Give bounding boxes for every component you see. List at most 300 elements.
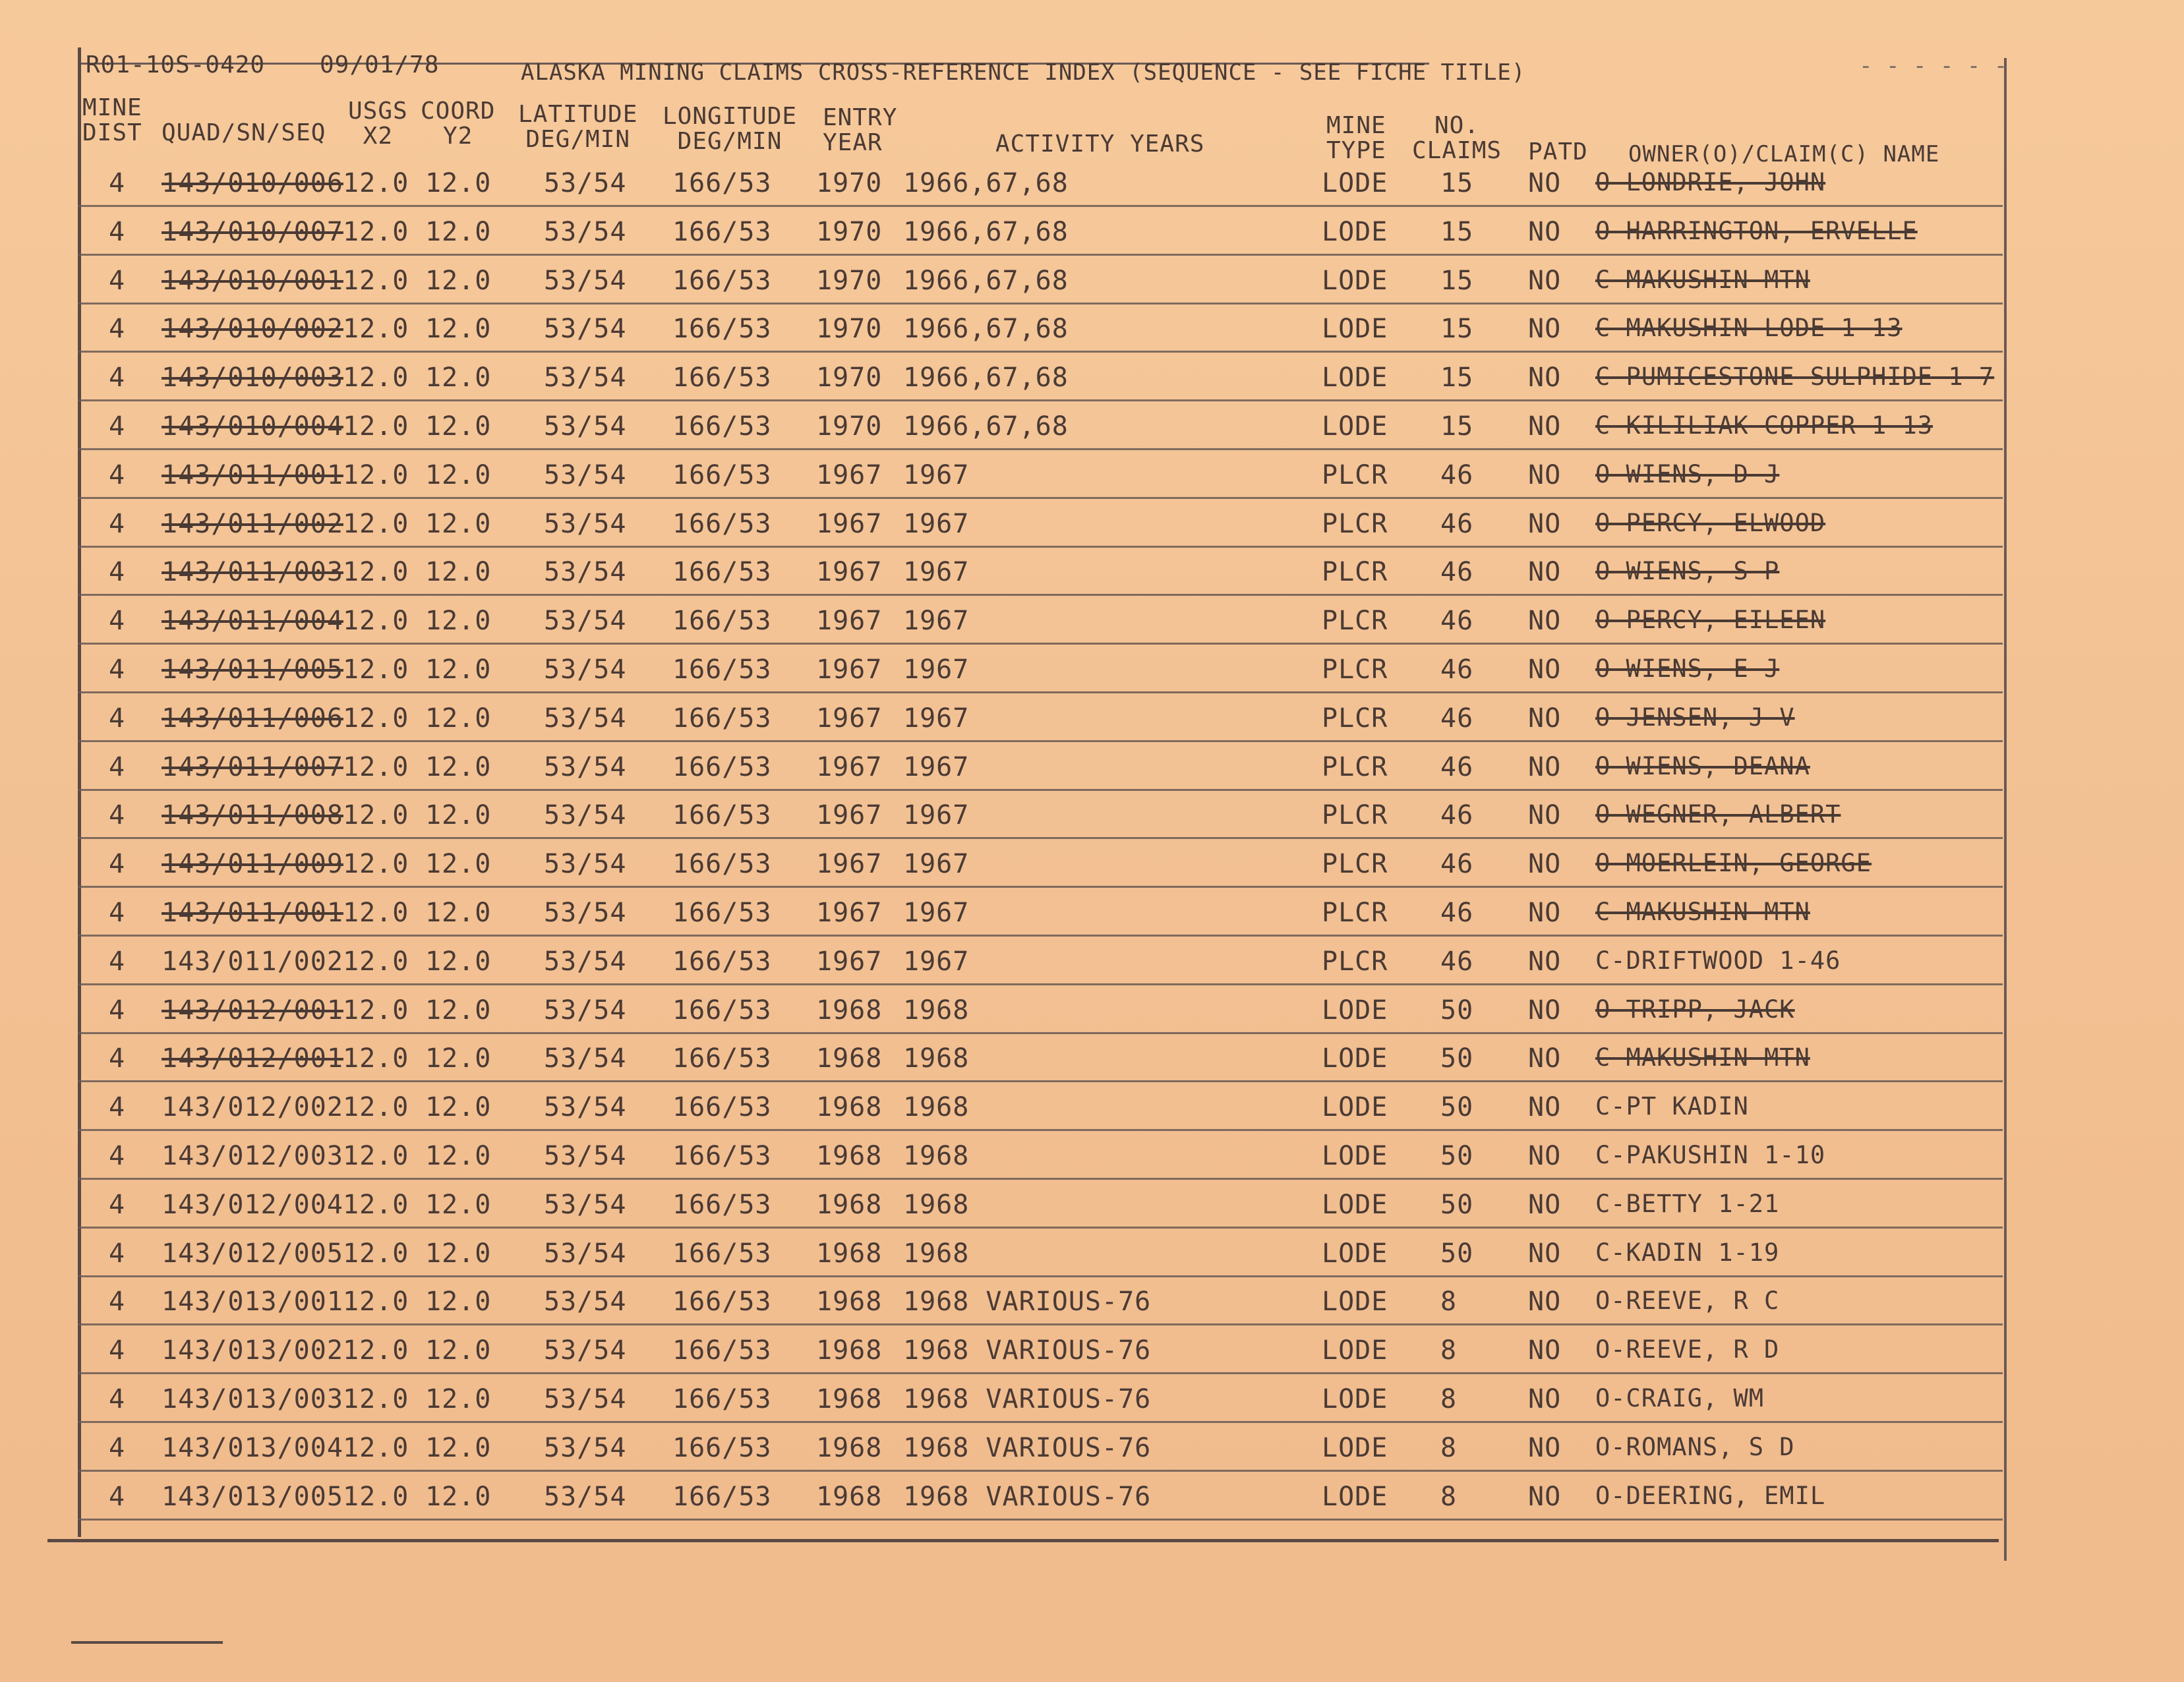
cell-mine-type: PLCR [1322,508,1388,539]
cell-longitude: 166/53 [672,1481,772,1512]
cell-no-claims: 15 [1440,168,1474,198]
cell-longitude: 166/53 [672,411,772,442]
cell-latitude: 53/54 [544,1481,627,1512]
cell-patd: NO [1528,751,1562,782]
cell-usgs-x2: 12.0 [343,1189,409,1220]
cell-longitude: 166/53 [672,1043,772,1074]
cell-longitude: 166/53 [672,168,772,198]
header-coord-y2 [421,99,495,149]
cell-usgs-x2: 12.0 [343,1141,409,1171]
cell-entry-year: 1970 [816,265,883,296]
cell-usgs-x2: 12.0 [343,314,409,345]
cell-activity-years: 1968 VARIOUS-76 [903,1384,1152,1414]
header-usgs-line1: USGS [348,98,408,125]
header-no-claims-line2: CLAIMS [1412,137,1502,164]
cell-patd: NO [1528,606,1562,637]
table-row [0,1134,2184,1183]
cell-owner-claim-name: O-ROMANS, S D [1595,1432,1795,1461]
cell-no-claims: 15 [1440,411,1474,442]
cell-mine-dist: 4 [109,314,126,345]
cell-mine-type: PLCR [1322,654,1388,685]
cell-no-claims: 46 [1440,751,1474,782]
cell-coord-y2: 12.0 [425,1432,492,1463]
cell-usgs-x2: 12.0 [343,898,409,928]
cell-owner-claim-name: O-PERCY, ELWOOD [1595,508,1826,537]
cell-coord-y2: 12.0 [425,1287,492,1318]
cell-entry-year: 1970 [816,168,883,198]
cell-activity-years: 1968 VARIOUS-76 [903,1287,1152,1318]
cell-no-claims: 8 [1440,1287,1458,1318]
cell-activity-years: 1966,67,68 [903,265,1069,296]
cell-owner-claim-name: O-WIENS, D J [1595,459,1780,488]
table-row [0,210,2184,259]
cell-entry-year: 1968 [816,1092,883,1123]
cell-mine-type: PLCR [1322,898,1388,928]
cell-activity-years: 1968 [903,1141,970,1171]
cell-coord-y2: 12.0 [425,898,492,928]
cell-usgs-x2: 12.0 [343,362,409,393]
cell-longitude: 166/53 [672,898,772,928]
cell-latitude: 53/54 [544,1043,627,1074]
cell-no-claims: 46 [1440,606,1474,637]
header-coord-line2: Y2 [443,123,473,150]
table-row [0,1426,2184,1475]
header-entry-line2: YEAR [823,129,883,156]
cell-quad-sn-seq: 143/011/001 [162,459,343,490]
row-divider [78,643,2003,645]
cell-entry-year: 1967 [816,459,883,490]
cell-owner-claim-name: C-DRIFTWOOD 1-46 [1595,946,1841,975]
cell-latitude: 53/54 [544,265,627,296]
row-divider [78,1227,2003,1229]
header-coord-line1: COORD [421,98,496,125]
cell-quad-sn-seq: 143/011/008 [162,800,343,831]
row-divider [78,886,2003,888]
cell-entry-year: 1968 [816,1432,883,1463]
cell-mine-dist: 4 [109,1335,126,1366]
row-divider [78,1470,2003,1472]
cell-no-claims: 46 [1440,508,1474,539]
cell-patd: NO [1528,898,1562,928]
cell-usgs-x2: 12.0 [343,849,409,880]
cell-quad-sn-seq: 143/012/003 [162,1141,343,1171]
cell-no-claims: 15 [1440,265,1474,296]
cell-latitude: 53/54 [544,216,627,247]
cell-longitude: 166/53 [672,1092,772,1123]
cell-quad-sn-seq: 143/010/003 [162,362,343,393]
cell-activity-years: 1968 [903,1238,970,1269]
cell-entry-year: 1968 [816,1141,883,1171]
cell-mine-type: LODE [1322,1287,1388,1318]
cell-quad-sn-seq: 143/010/001 [162,265,343,296]
cell-patd: NO [1528,168,1562,198]
cell-patd: NO [1528,1092,1562,1123]
cell-activity-years: 1966,67,68 [903,362,1069,393]
row-divider [78,983,2003,985]
cell-mine-type: PLCR [1322,459,1388,490]
cell-mine-dist: 4 [109,654,126,685]
cell-longitude: 166/53 [672,995,772,1026]
header-latitude-line1: LATITUDE [518,101,638,128]
cell-mine-type: LODE [1322,1043,1388,1074]
table-row [0,550,2184,599]
table-row [0,1037,2184,1086]
cell-mine-dist: 4 [109,606,126,637]
cell-activity-years: 1968 VARIOUS-76 [903,1335,1152,1366]
cell-coord-y2: 12.0 [425,606,492,637]
header-usgs-x2 [348,99,408,149]
cell-usgs-x2: 12.0 [343,1092,409,1123]
table-row [0,1329,2184,1378]
table-row [0,1086,2184,1134]
cell-usgs-x2: 12.0 [343,411,409,442]
cell-quad-sn-seq: 143/013/005 [162,1481,343,1512]
cell-mine-type: PLCR [1322,800,1388,831]
cell-owner-claim-name: O-PERCY, EILEEN [1595,606,1826,635]
cell-latitude: 53/54 [544,751,627,782]
header-entry-year [823,105,897,156]
cell-coord-y2: 12.0 [425,168,492,198]
cell-no-claims: 8 [1440,1432,1458,1463]
cell-mine-type: LODE [1322,1092,1388,1123]
cell-longitude: 166/53 [672,1238,772,1269]
cell-patd: NO [1528,1238,1562,1269]
cell-mine-dist: 4 [109,946,126,977]
cell-mine-dist: 4 [109,557,126,588]
cell-mine-type: LODE [1322,1432,1388,1463]
cell-owner-claim-name: C-PUMICESTONE SULPHIDE 1-7 [1595,362,1995,392]
table-row [0,502,2184,551]
cell-coord-y2: 12.0 [425,751,492,782]
row-divider [78,1372,2003,1374]
cell-owner-claim-name: O-JENSEN, J V [1595,703,1795,732]
cell-latitude: 53/54 [544,849,627,880]
cell-owner-claim-name: C-MAKUSHIN MTN [1595,898,1810,926]
cell-coord-y2: 12.0 [425,216,492,247]
cell-owner-claim-name: O-WIENS, DEANA [1595,751,1810,780]
cell-owner-claim-name: O-WEGNER, ALBERT [1595,800,1841,829]
header-entry-line1: ENTRY [823,104,898,131]
cell-latitude: 53/54 [544,508,627,539]
cell-mine-dist: 4 [109,216,126,247]
row-divider [78,399,2003,401]
cell-mine-dist: 4 [109,459,126,490]
cell-coord-y2: 12.0 [425,849,492,880]
cell-patd: NO [1528,654,1562,685]
cell-owner-claim-name: C-KADIN 1-19 [1595,1238,1780,1267]
report-date: 09/01/78 [320,51,440,78]
cell-patd: NO [1528,265,1562,296]
cell-mine-type: LODE [1322,1238,1388,1269]
table-row [0,697,2184,745]
table-row [0,259,2184,308]
cell-mine-type: PLCR [1322,946,1388,977]
cell-mine-type: PLCR [1322,849,1388,880]
cell-owner-claim-name: C-MAKUSHIN LODE 1-13 [1595,314,1903,343]
cell-quad-sn-seq: 143/012/004 [162,1189,343,1220]
cell-longitude: 166/53 [672,751,772,782]
cell-entry-year: 1970 [816,411,883,442]
cell-entry-year: 1967 [816,898,883,928]
cell-entry-year: 1967 [816,751,883,782]
cell-coord-y2: 12.0 [425,411,492,442]
cell-patd: NO [1528,557,1562,588]
cell-latitude: 53/54 [544,1335,627,1366]
row-divider [78,594,2003,596]
row-divider [78,1421,2003,1423]
cell-patd: NO [1528,1481,1562,1512]
cell-patd: NO [1528,800,1562,831]
table-row [0,1280,2184,1329]
cell-latitude: 53/54 [544,362,627,393]
cell-no-claims: 8 [1440,1481,1458,1512]
row-divider [78,351,2003,353]
cell-longitude: 166/53 [672,459,772,490]
row-divider [78,1275,2003,1277]
table-row [0,1183,2184,1232]
cell-longitude: 166/53 [672,849,772,880]
cell-entry-year: 1970 [816,216,883,247]
header-owner-claim-name: OWNER(O)/CLAIM(C) NAME [1628,141,1940,167]
cell-usgs-x2: 12.0 [343,557,409,588]
cell-patd: NO [1528,459,1562,490]
cell-coord-y2: 12.0 [425,1481,492,1512]
header-usgs-line2: X2 [363,123,394,150]
row-divider [78,546,2003,548]
header-latitude-line2: DEG/MIN [525,126,631,153]
cell-entry-year: 1970 [816,314,883,345]
cell-activity-years: 1967 [903,751,970,782]
cell-mine-type: LODE [1322,1481,1388,1512]
cell-coord-y2: 12.0 [425,1335,492,1366]
cell-usgs-x2: 12.0 [343,1432,409,1463]
cell-coord-y2: 12.0 [425,557,492,588]
cell-activity-years: 1967 [903,946,970,977]
table-row [0,989,2184,1037]
table-row [0,842,2184,891]
row-divider [78,740,2003,742]
cell-longitude: 166/53 [672,1432,772,1463]
cell-entry-year: 1967 [816,606,883,637]
header-longitude-line2: DEG/MIN [677,128,782,155]
cell-mine-type: LODE [1322,314,1388,345]
cell-coord-y2: 12.0 [425,1238,492,1269]
cell-coord-y2: 12.0 [425,508,492,539]
cell-usgs-x2: 12.0 [343,703,409,734]
header-activity-years: ACTIVITY YEARS [995,130,1205,158]
header-mine-dist-line2: DIST [82,119,142,146]
cell-longitude: 166/53 [672,946,772,977]
cell-quad-sn-seq: 143/012/002 [162,1092,343,1123]
cell-quad-sn-seq: 143/013/004 [162,1432,343,1463]
cell-activity-years: 1967 [903,849,970,880]
cell-quad-sn-seq: 143/011/003 [162,557,343,588]
cell-longitude: 166/53 [672,314,772,345]
table-row [0,1378,2184,1426]
cell-no-claims: 8 [1440,1384,1458,1414]
table-row [0,161,2184,210]
cell-patd: NO [1528,849,1562,880]
cell-no-claims: 15 [1440,314,1474,345]
cell-entry-year: 1968 [816,1384,883,1414]
row-divider [78,448,2003,450]
cell-quad-sn-seq: 143/012/005 [162,1238,343,1269]
header-mine-type [1326,113,1386,163]
row-divider [78,837,2003,839]
footer-rule [71,1641,223,1644]
cell-owner-claim-name: O-MOERLEIN, GEORGE [1595,849,1872,878]
header-mine-type-line2: TYPE [1326,137,1386,164]
table-row [0,599,2184,648]
cell-coord-y2: 12.0 [425,703,492,734]
cell-no-claims: 15 [1440,216,1474,247]
cell-activity-years: 1967 [903,800,970,831]
header-longitude-line1: LONGITUDE [663,103,798,130]
cell-longitude: 166/53 [672,1141,772,1171]
cell-patd: NO [1528,1384,1562,1414]
table-row [0,307,2184,356]
cell-mine-dist: 4 [109,362,126,393]
cell-quad-sn-seq: 143/013/003 [162,1384,343,1414]
cell-no-claims: 46 [1440,946,1474,977]
cell-patd: NO [1528,508,1562,539]
cell-mine-type: PLCR [1322,703,1388,734]
cell-patd: NO [1528,411,1562,442]
cell-coord-y2: 12.0 [425,1141,492,1171]
header-mine-type-line1: MINE [1326,112,1386,139]
cell-no-claims: 46 [1440,557,1474,588]
cell-usgs-x2: 12.0 [343,1043,409,1074]
cell-entry-year: 1968 [816,1481,883,1512]
cell-activity-years: 1967 [903,508,970,539]
cell-coord-y2: 12.0 [425,1384,492,1414]
cell-latitude: 53/54 [544,411,627,442]
cell-no-claims: 46 [1440,654,1474,685]
cell-mine-dist: 4 [109,800,126,831]
cell-mine-dist: 4 [109,1432,126,1463]
cell-longitude: 166/53 [672,1287,772,1318]
cell-quad-sn-seq: 143/013/001 [162,1287,343,1318]
cell-mine-dist: 4 [109,265,126,296]
cell-coord-y2: 12.0 [425,314,492,345]
cell-mine-dist: 4 [109,1384,126,1414]
report-title: ALASKA MINING CLAIMS CROSS-REFERENCE INDEX (SEQUENCE - SEE FICHE TITLE) [521,59,1526,86]
cell-quad-sn-seq: 143/012/001 [162,995,343,1026]
cell-quad-sn-seq: 143/011/007 [162,751,343,782]
cell-mine-type: LODE [1322,168,1388,198]
cell-coord-y2: 12.0 [425,1092,492,1123]
cell-mine-dist: 4 [109,1238,126,1269]
row-divider [78,497,2003,499]
header-patd: PATD [1528,138,1588,165]
cell-no-claims: 50 [1440,1189,1474,1220]
cell-latitude: 53/54 [544,606,627,637]
cell-latitude: 53/54 [544,1287,627,1318]
cell-latitude: 53/54 [544,557,627,588]
cell-latitude: 53/54 [544,459,627,490]
cell-activity-years: 1967 [903,703,970,734]
cell-quad-sn-seq: 143/010/006 [162,168,343,198]
cell-owner-claim-name: C-KILILIAK COPPER 1-13 [1595,411,1933,440]
cell-longitude: 166/53 [672,557,772,588]
bottom-border [47,1539,1999,1542]
header-no-claims [1412,113,1502,163]
cell-mine-type: PLCR [1322,751,1388,782]
cell-usgs-x2: 12.0 [343,800,409,831]
cell-entry-year: 1967 [816,849,883,880]
cell-coord-y2: 12.0 [425,1189,492,1220]
cell-coord-y2: 12.0 [425,362,492,393]
cell-mine-dist: 4 [109,1141,126,1171]
header-no-claims-line1: NO. [1434,112,1480,139]
row-divider [78,303,2003,304]
table-row [0,356,2184,405]
cell-usgs-x2: 12.0 [343,1287,409,1318]
cell-usgs-x2: 12.0 [343,995,409,1026]
cell-coord-y2: 12.0 [425,265,492,296]
cell-mine-type: LODE [1322,265,1388,296]
cell-mine-dist: 4 [109,849,126,880]
cell-activity-years: 1967 [903,557,970,588]
cell-longitude: 166/53 [672,703,772,734]
cell-mine-dist: 4 [109,898,126,928]
cell-activity-years: 1967 [903,898,970,928]
cell-activity-years: 1966,67,68 [903,216,1069,247]
cell-longitude: 166/53 [672,654,772,685]
header-mine-dist [82,96,142,146]
table-row [0,453,2184,502]
cell-coord-y2: 12.0 [425,459,492,490]
cell-entry-year: 1968 [816,1238,883,1269]
row-divider [78,1129,2003,1131]
cell-mine-dist: 4 [109,1043,126,1074]
table-row [0,405,2184,453]
cell-owner-claim-name: O-REEVE, R C [1595,1287,1780,1316]
cell-latitude: 53/54 [544,898,627,928]
cell-quad-sn-seq: 143/010/002 [162,314,343,345]
cell-latitude: 53/54 [544,995,627,1026]
cell-quad-sn-seq: 143/011/005 [162,654,343,685]
cell-patd: NO [1528,995,1562,1026]
cell-patd: NO [1528,703,1562,734]
cell-quad-sn-seq: 143/012/001 [162,1043,343,1074]
cell-mine-type: PLCR [1322,557,1388,588]
cell-mine-dist: 4 [109,1287,126,1318]
header-longitude [663,104,797,154]
cell-coord-y2: 12.0 [425,800,492,831]
cell-quad-sn-seq: 143/011/004 [162,606,343,637]
cell-mine-type: LODE [1322,1335,1388,1366]
table-row [0,1475,2184,1524]
cell-latitude: 53/54 [544,1189,627,1220]
row-divider [78,1032,2003,1034]
cell-coord-y2: 12.0 [425,995,492,1026]
cell-entry-year: 1967 [816,946,883,977]
cell-mine-type: LODE [1322,995,1388,1026]
cell-activity-years: 1967 [903,459,970,490]
cell-latitude: 53/54 [544,1432,627,1463]
cell-entry-year: 1967 [816,557,883,588]
cell-no-claims: 50 [1440,1092,1474,1123]
cell-latitude: 53/54 [544,168,627,198]
cell-owner-claim-name: O-WIENS, S P [1595,557,1780,586]
cell-owner-claim-name: C-PT KADIN [1595,1092,1749,1121]
cell-no-claims: 50 [1440,1141,1474,1171]
cell-latitude: 53/54 [544,314,627,345]
table-row [0,648,2184,697]
cell-owner-claim-name: O-TRIPP, JACK [1595,995,1795,1024]
cell-coord-y2: 12.0 [425,654,492,685]
